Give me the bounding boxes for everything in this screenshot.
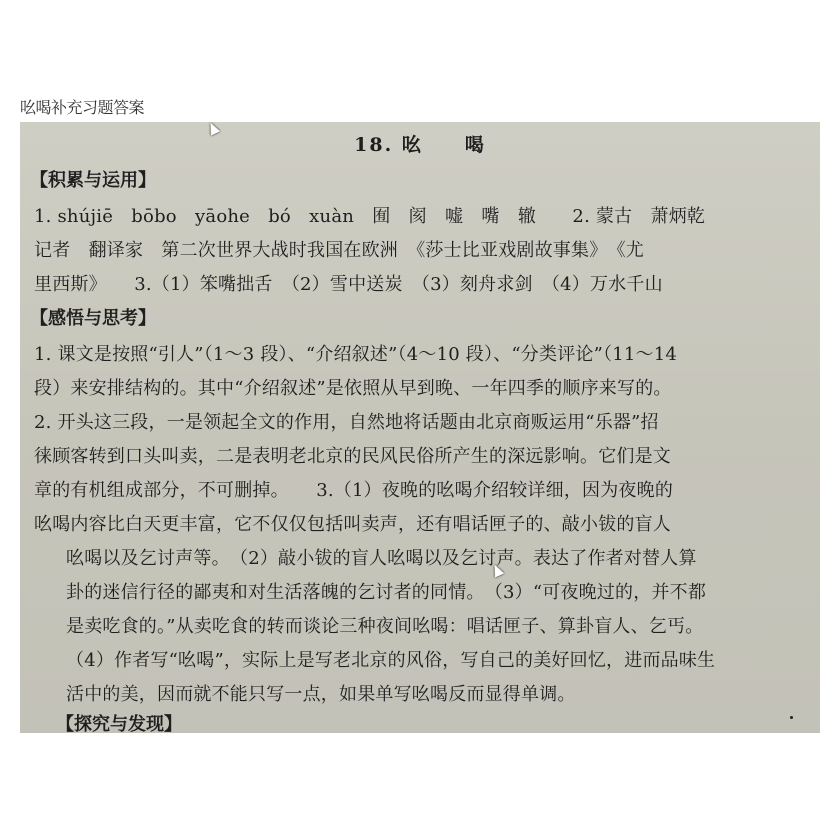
scanned-answer-page xyxy=(20,122,820,733)
answer-line: 吆喝以及乞讨声等。 （2）敲小钹的盲人吆喝以及乞讨声。表达了作者对替人算 xyxy=(66,548,697,569)
answer-line: 1. 课文是按照“引人”（1～3 段）、“介绍叙述”（4～10 段）、“分类评论”（11～14 xyxy=(34,344,678,365)
answer-line: 1. shújiē bōbo yāohe bó xuàn 囿 阂 嘘 嘴 辙 2. 蒙古 萧炳乾 xyxy=(34,206,706,227)
answer-line: 活中的美，因而就不能只写一点，如果单写吆喝反而显得单调。 xyxy=(66,684,576,705)
answer-line: 段）来安排结构的。其中“介绍叙述”是依照从早到晚、一年四季的顺序来写的。 xyxy=(34,378,672,399)
answer-line: （4）作者写“吆喝”，实际上是写老北京的风俗，写自己的美好回忆，进而品味生 xyxy=(66,650,716,671)
answer-line: 吆喝内容比白天更丰富，它不仅仅包括叫卖声，还有唱话匣子的、敲小钹的盲人 xyxy=(34,514,671,535)
lesson-title: 18. 吆 喝 xyxy=(354,134,486,156)
answer-line: 里西斯》 3.（1）笨嘴拙舌 （2）雪中送炭 （3）刻舟求剑 （4）万水千山 xyxy=(34,274,663,295)
answer-line: 章的有机组成部分，不可删掉。 3.（1）夜晚的吆喝介绍较详细，因为夜晚的 xyxy=(34,480,674,501)
answer-line: 2. 开头这三段，一是领起全文的作用，自然地将话题由北京商贩运用“乐器”招 xyxy=(34,412,659,433)
section-heading-reflection: 【感悟与思考】 xyxy=(30,308,156,329)
answer-line: 记者 翻译家 第二次世界大战时我国在欧洲 《莎士比亚戏剧故事集》 《尤 xyxy=(34,240,644,261)
section-heading-accumulation: 【积累与运用】 xyxy=(30,170,156,191)
answer-line: 卦的迷信行径的鄙夷和对生活落魄的乞讨者的同情。 （3）“可夜晚过的，并不都 xyxy=(66,582,707,603)
stray-dot xyxy=(790,716,793,719)
answer-line: 是卖吃食的。”从卖吃食的转而谈论三种夜间吆喝：唱话匣子、算卦盲人、乞丐。 xyxy=(66,616,704,637)
page-heading: 吆喝补充习题答案 xyxy=(20,98,145,117)
section-heading-exploration: 【探究与发现】 xyxy=(56,714,182,733)
answer-line: 徕顾客转到口头叫卖，二是表明老北京的民风民俗所产生的深远影响。它们是文 xyxy=(34,446,671,467)
